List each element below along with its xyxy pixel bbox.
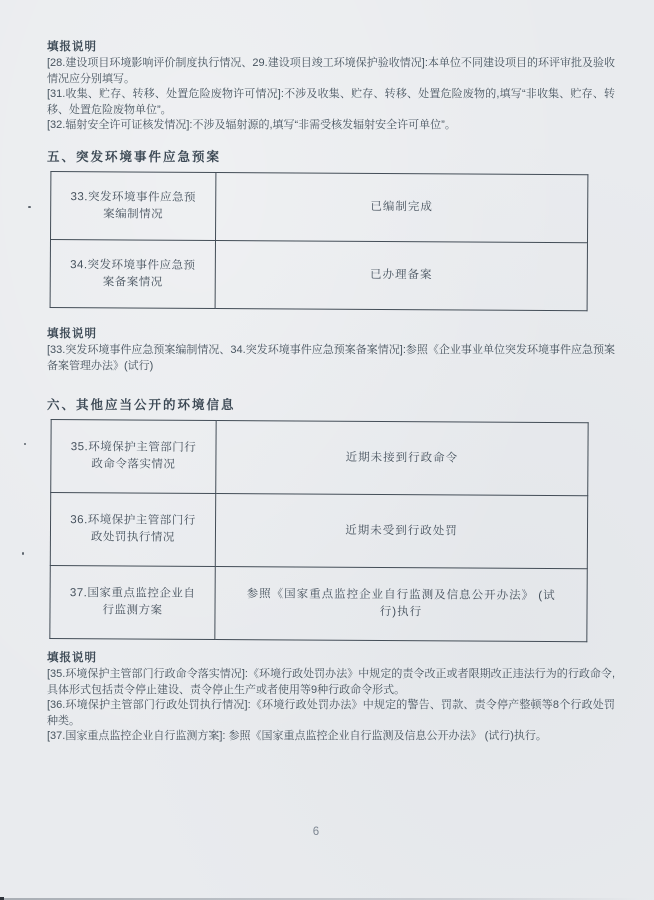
- note-item-35: [35.环境保护主管部门行政命令落实情况]:《环境行政处罚办法》中规定的责令改正或者限期改正违法行为的行政命令,具体形式包括责令停止建设、责令停止生产或者使用等9种行政命令形式。: [47, 668, 615, 696]
- page-number: 6: [312, 826, 320, 838]
- table-row-33: [50, 172, 587, 243]
- table-row-35: [51, 420, 588, 496]
- row-36-value: 近期未受到行政处罚: [215, 494, 587, 569]
- notes-title: 填报说明: [47, 41, 97, 53]
- table-row-34: [50, 240, 587, 311]
- row-33-value: 已编制完成: [215, 173, 587, 243]
- section5-table: [50, 171, 589, 311]
- row-34-label: 34.突发环境事件应急预案备案情况: [50, 240, 215, 309]
- notes-block-middle: [47, 325, 615, 374]
- row-34-value: 已办理备案: [215, 241, 587, 311]
- note-item-32: [32.辐射安全许可证核发情况]:不涉及辐射源的,填写“非需受核发辐射安全许可单位”。: [47, 119, 456, 131]
- note-item-33-34: [33.突发环境事件应急预案编制情况、34.突发环境事件应急预案备案情况]:参照《企业事业单位突发环境事件应急预案备案管理办法》(试行): [47, 344, 615, 372]
- note-item-36: [36.环境保护主管部门行政处罚执行情况]:《环境行政处罚办法》中规定的警告、罚款、责令停产整顿等8个行政处罚种类。: [47, 699, 615, 727]
- row-33-label: 33.突发环境事件应急预案编制情况: [50, 172, 215, 241]
- note-item-28-29: [28.建设项目环境影响评价制度执行情况、29.建设项目竣工环境保护验收情况]:本单位不同建设项目的环评审批及验收情况应分别填写。: [47, 57, 615, 85]
- section6-table: [49, 419, 588, 642]
- scan-speck: [22, 552, 24, 555]
- section6-heading: 六、其他应当公开的环境信息: [47, 398, 236, 412]
- note-item-37: [37.国家重点监控企业自行监测方案]: 参照《国家重点监控企业自行监测及信息公开办法》 (试行)执行。: [47, 730, 547, 742]
- row-36-label: 36.环境保护主管部门行政处罚执行情况: [50, 493, 215, 567]
- notes-title: 填报说明: [47, 652, 97, 664]
- row-37-value: 参照《国家重点监控企业自行监测及信息公开办法》 (试行)执行: [215, 567, 587, 642]
- section5-heading: 五、突发环境事件应急预案: [47, 150, 222, 164]
- notes-block-bottom: [47, 649, 615, 745]
- row-37-label: 37.国家重点监控企业自行监测方案: [50, 566, 215, 640]
- note-item-31: [31.收集、贮存、转移、处置危险废物许可情况]:不涉及收集、贮存、转移、处置危险废物的,填写“非收集、贮存、转移、处置危险废物单位”。: [47, 88, 615, 116]
- notes-title: 填报说明: [47, 328, 97, 340]
- row-35-value: 近期未接到行政命令: [216, 421, 588, 496]
- table-row-37: [50, 566, 587, 642]
- scan-speck: [28, 206, 31, 208]
- row-35-label: 35.环境保护主管部门行政命令落实情况: [51, 420, 216, 494]
- scan-speck: [24, 443, 26, 445]
- notes-block-top: [47, 38, 615, 134]
- table-row-36: [50, 493, 587, 569]
